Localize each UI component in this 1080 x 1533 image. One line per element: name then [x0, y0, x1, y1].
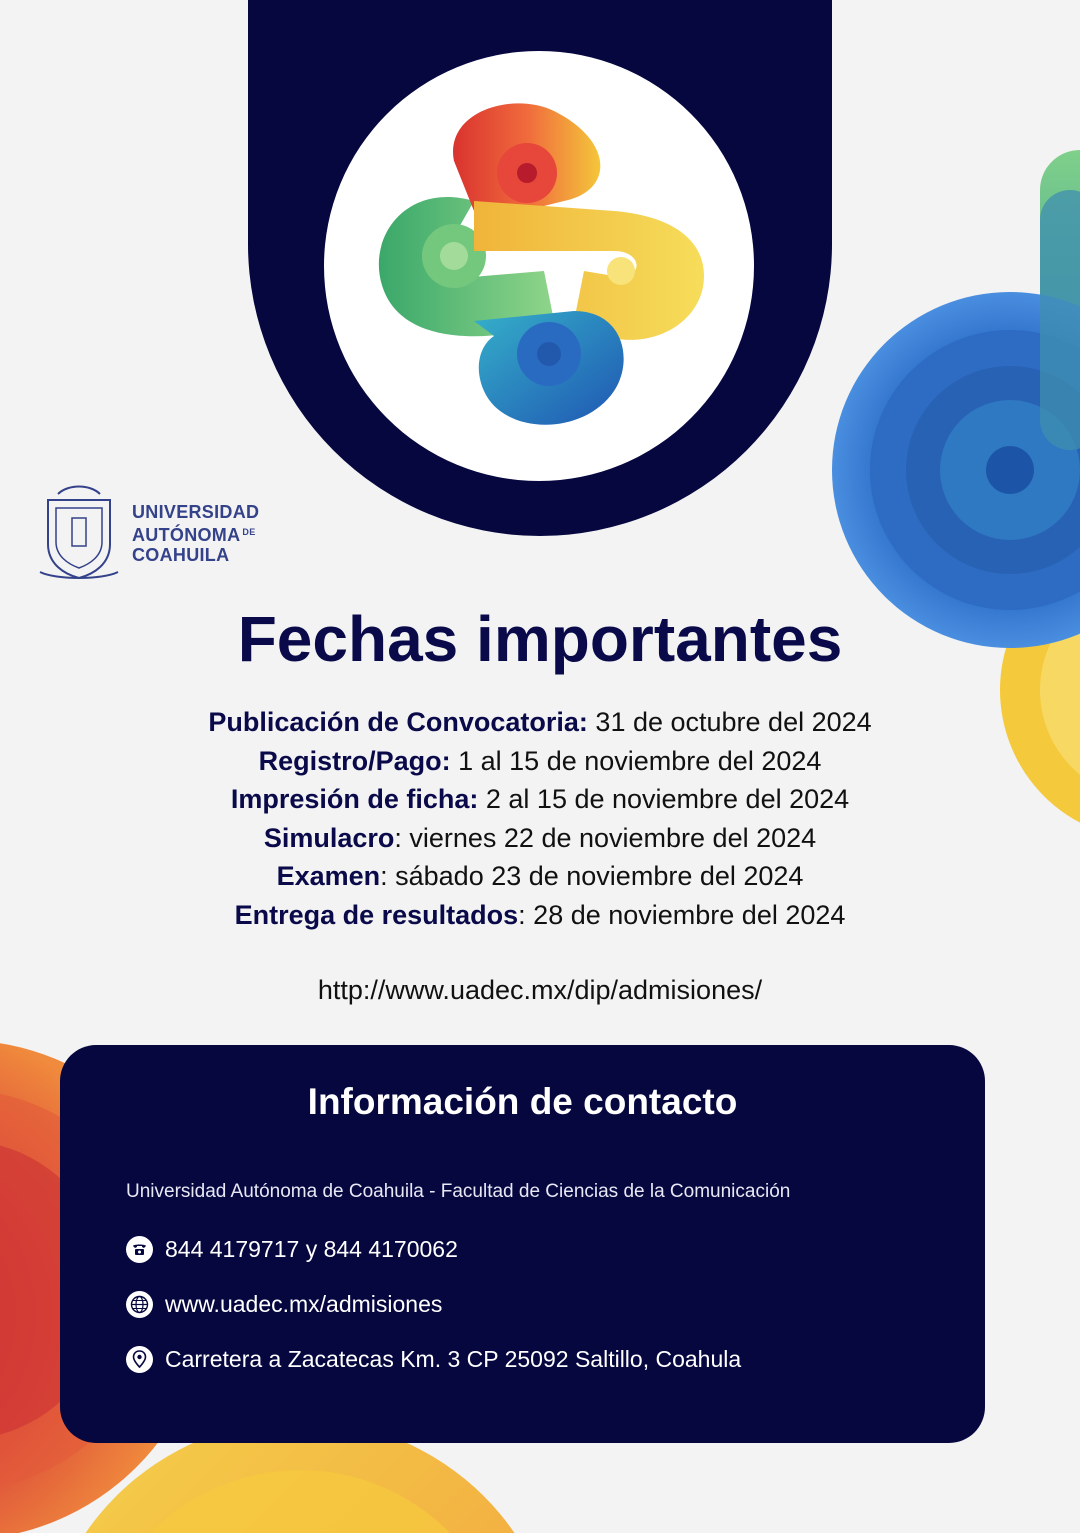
date-value: : sábado 23 de noviembre del 2024	[380, 861, 804, 892]
date-value: 1 al 15 de noviembre del 2024	[450, 745, 822, 776]
contact-card	[60, 1045, 985, 1443]
globe-icon	[126, 1291, 153, 1318]
date-label: Simulacro	[263, 822, 395, 853]
date-value: : viernes 22 de noviembre del 2024	[394, 822, 817, 853]
university-seal-icon	[36, 482, 122, 582]
contact-web-text[interactable]: www.uadec.mx/admisiones	[165, 1291, 443, 1317]
date-value: 2 al 15 de noviembre del 2024	[478, 784, 850, 815]
date-label: Examen	[276, 861, 381, 892]
contact-web[interactable]	[126, 1291, 442, 1318]
admissions-link[interactable]: http://www.uadec.mx/dip/admisiones/	[317, 975, 763, 1005]
date-row-impresion	[0, 780, 1080, 819]
date-label: Registro/Pago:	[258, 745, 451, 776]
page-title: Fechas importantes	[237, 603, 843, 675]
date-value: : 28 de noviembre del 2024	[518, 899, 846, 930]
important-dates-list	[0, 703, 1080, 935]
contact-phone	[126, 1236, 458, 1263]
contact-address-text: Carretera a Zacatecas Km. 3 CP 25092 Saltillo, Coahula	[165, 1346, 742, 1372]
phone-icon	[126, 1236, 153, 1263]
date-label: Publicación de Convocatoria:	[208, 707, 588, 737]
date-label: Entrega de resultados	[234, 899, 519, 930]
university-logo	[36, 482, 286, 582]
event-logo	[324, 51, 754, 481]
university-line2: AUTÓNOMA	[132, 525, 241, 545]
date-value: 31 de octubre del 2024	[587, 707, 872, 737]
swirl-emblem-icon	[324, 51, 754, 481]
date-row-examen	[0, 857, 1080, 896]
date-row-resultados	[0, 896, 1080, 935]
contact-title: Información de contacto	[307, 1081, 738, 1122]
contact-phone-text: 844 4179717 y 844 4170062	[165, 1236, 458, 1262]
university-name	[132, 502, 259, 565]
university-line2-suffix: DE	[242, 527, 256, 537]
date-label: Impresión de ficha:	[230, 784, 479, 815]
contact-address	[126, 1346, 741, 1373]
university-line1: UNIVERSIDAD	[132, 502, 260, 522]
contact-org: Universidad Autónoma de Coahuila - Facultad de Ciencias de la Comunicación	[126, 1181, 791, 1202]
location-pin-icon	[126, 1346, 153, 1373]
date-row-publicacion	[0, 703, 1080, 742]
date-row-registro	[0, 742, 1080, 781]
date-row-simulacro	[0, 819, 1080, 858]
university-line3: COAHUILA	[132, 545, 230, 565]
